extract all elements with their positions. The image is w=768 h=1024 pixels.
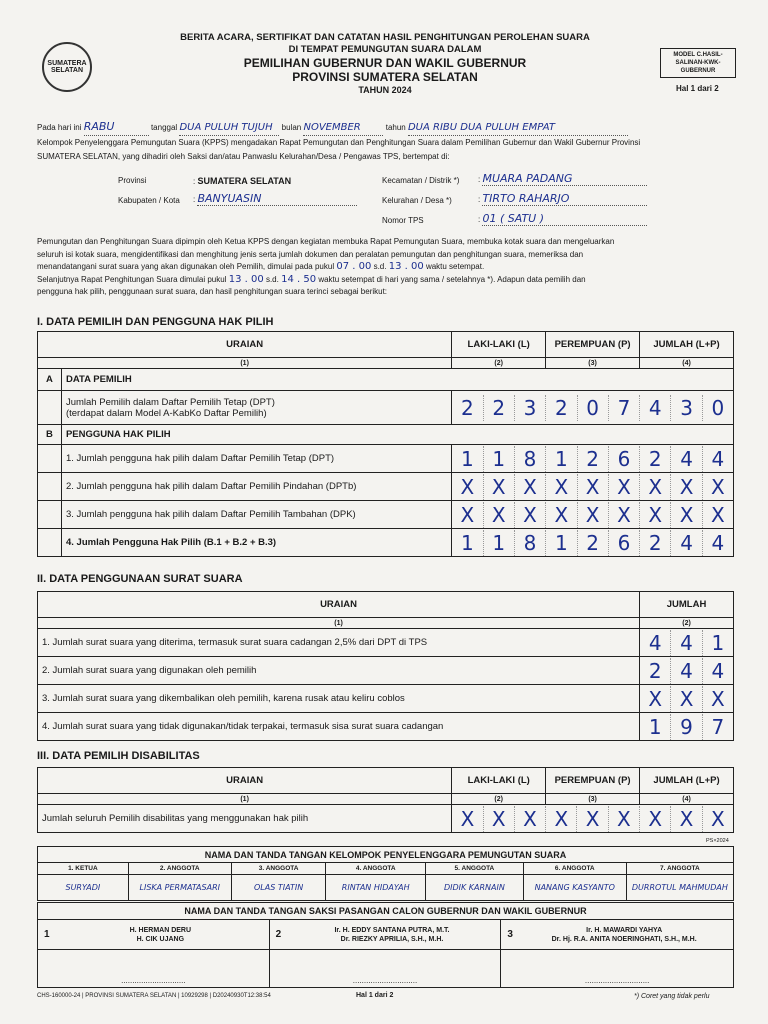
signature-line: ............................. xyxy=(38,950,270,988)
digit-cell: 2 xyxy=(640,446,671,472)
table-row: 1. Jumlah pengguna hak pilih dalam Daftar Pemilih Tetap (DPT) 1 1 8 1 2 6 2 4 4 xyxy=(38,445,734,473)
digit-cell: X xyxy=(452,474,483,500)
digit-cell: X xyxy=(546,502,577,528)
signature-line: ............................. xyxy=(501,950,734,988)
digit-cell: X xyxy=(640,806,671,832)
kelurahan-value: TIRTO RAHARJO xyxy=(482,192,647,206)
digit-cells xyxy=(452,502,733,528)
intro-line2: Kelompok Penyelenggara Pemungutan Suara (KPPS) mengadakan Rapat Pemungutan dan Penghitungan Suara dalam Pemilihan Gubernur dan Wakil Gubernur Provinsi xyxy=(37,138,641,147)
digit-cell: X xyxy=(609,474,640,500)
digit-cell: 4 xyxy=(640,395,671,421)
digit-cell: 7 xyxy=(609,395,640,421)
tanggal-value: DUA PULUH TUJUH xyxy=(179,122,273,133)
digit-cell: 1 xyxy=(546,446,577,472)
kpps-role: 7. ANGGOTA xyxy=(626,863,733,875)
digit-cells xyxy=(640,714,733,740)
table-row: 1. Jumlah surat suara yang diterima, termasuk surat suara cadangan 2,5% dari DPT di TPS 4 4 1 xyxy=(38,629,734,657)
saksi-number: 3 xyxy=(507,929,513,940)
footer-page: Hal 1 dari 2 xyxy=(356,992,394,999)
saksi-name-2: Dr. RIEZKY APRILIA, S.H., M.H. xyxy=(340,935,444,943)
digit-cell: 9 xyxy=(671,714,702,740)
saksi-name-2: Dr. Hj. R.A. ANITA NOERINGHATI, S.H., M.H. xyxy=(551,935,697,943)
digit-cell: 4 xyxy=(711,530,725,555)
digit-cell: X xyxy=(484,806,515,832)
table-row: 4. Jumlah surat suara yang tidak digunakan/tidak terpakai, termasuk sisa surat suara cadangan 1 9 7 xyxy=(38,713,734,741)
digit-cell: X xyxy=(640,502,671,528)
digit-cell: X xyxy=(671,686,702,712)
digit-cell: 0 xyxy=(578,395,609,421)
table-row: 2. Jumlah surat suara yang digunakan oleh pemilih 2 4 4 xyxy=(38,657,734,685)
kecamatan-value: MUARA PADANG xyxy=(482,172,647,186)
digit-cell: X xyxy=(640,686,671,712)
header-line4: PROVINSI SUMATERA SELATAN xyxy=(292,70,478,84)
digit-cell: X xyxy=(711,686,725,711)
digit-cell: X xyxy=(515,502,546,528)
digit-cell: 1 xyxy=(546,530,577,556)
digit-cell: 2 xyxy=(640,658,671,684)
kabupaten-value: BANYUASIN xyxy=(197,192,357,206)
intro: Pada hari ini RABU tanggal DUA PULUH TUJUH bulan NOVEMBER tahun DUA RIBU DUA PULUH EMPAT Kelompok Penyelenggara Pemungutan Suara (KPPS) mengadakan Rapat Pemungutan dan Penghitungan Suara dalam Pemilihan Gubernur dan Wakil Gubernur Provinsi SUMATERA SELATAN, yang dihadiri oleh Saksi dan/atau Panwaslu Kelurahan/Desa / Pengawas TPS, bertempat di: xyxy=(37,120,737,164)
kpps-role: 4. ANGGOTA xyxy=(326,863,426,875)
table-row: 3. Jumlah surat suara yang dikembalikan oleh pemilih, karena rusak atau keliru coblos X X X xyxy=(38,685,734,713)
kpps-name: LISKA PERMATASARI xyxy=(128,875,231,901)
digit-cell: 2 xyxy=(546,395,577,421)
saksi-name-2: H. CIK UJANG xyxy=(136,935,185,943)
header xyxy=(0,0,768,100)
hari-value: RABU xyxy=(83,120,115,133)
start1: 07 . 00 xyxy=(336,261,372,272)
ps-mark: PS×2024 xyxy=(706,838,729,844)
kpps-name: SURYADI xyxy=(38,875,129,901)
logo-text: SUMATERA SELATAN xyxy=(47,60,87,74)
digit-cell: 2 xyxy=(452,395,483,421)
header-line3: PEMILIHAN GUBERNUR DAN WAKIL GUBERNUR xyxy=(243,56,527,70)
digit-cell: X xyxy=(452,502,483,528)
saksi-name-1: Ir. H. EDDY SANTANA PUTRA, M.T. xyxy=(334,926,450,934)
digit-cell: X xyxy=(671,502,702,528)
digit-cell: X xyxy=(515,806,546,832)
end1: 13 . 00 xyxy=(388,261,424,272)
header-line1: BERITA ACARA, SERTIFIKAT DAN CATATAN HASIL PENGHITUNGAN PEROLEHAN SUARA xyxy=(180,32,590,43)
digit-cell: X xyxy=(640,474,671,500)
digit-cell: 1 xyxy=(484,446,515,472)
digit-cell: 4 xyxy=(671,446,702,472)
digit-cell: X xyxy=(452,806,483,832)
kpps-name: DURROTUL MAHMUDAH xyxy=(626,875,733,901)
footer-code: CHS-160000-24 | PROVINSI SUMATERA SELATAN | 10929298 | D20240930T12:38:54 xyxy=(37,993,271,999)
kpu-logo xyxy=(42,42,92,92)
section1-table: URAIAN LAKI-LAKI (L) PEREMPUAN (P) JUMLAH (L+P) (1) (2) (3) (4) A DATA PEMILIH Jumlah Pemilih dalam Daftar Pemilih Tetap (DPT) (terdapat dalam Model A-KabKo Daftar Pemilih) 2 2 3 2 0 7 4 3 0 B PENGGUNA HAK PILIH 1. Jumlah pengguna hak pilih dalam Daftar Pemilih Tetap (DPT) 1 1 8 1 2 6 2 4 4 2. Jumlah pengguna hak pilih dalam Daftar Pemilih Pindahan (DPTb) X X X X X X X X X 3. Jumlah pengguna hak pilih dalam Daftar Pemilih Tambahan (DPK) X X X X X X X X X 4. Jumlah Pengguna Hak Pilih (B.1 + B.2 + B.3) 1 1 8 1 2 6 2 4 4 xyxy=(37,331,734,557)
saksi-name-1: H. HERMAN DERU xyxy=(129,926,192,934)
digit-cell: X xyxy=(671,806,702,832)
signature-line: ............................. xyxy=(269,950,501,988)
digit-cell: 6 xyxy=(609,446,640,472)
digit-cell: 4 xyxy=(671,630,702,656)
digit-cell: 8 xyxy=(515,530,546,556)
body-text: Pemungutan dan Penghitungan Suara dipimpin oleh Ketua KPPS dengan kegiatan membuka Rapat Pemungutan Suara, membuka kotak suara dan mengeluarkan seluruh isi kotak suara, mengidentifikasi dan menghitung jenis serta jumlah dokumen dan peralatan pemungutan dan penghitungan suara, memeriksa dan menandatangani surat suara yang akan digunakan oleh Pemilih, dimulai pada pukul 07 . 00 s.d. 13 . 00 waktu setempat. Selanjutnya Rapat Penghitungan Suara dimulai pukul 13 . 00 s.d. 14 . 50 waktu setempat di hari yang sama / setelahnya *). Adapun data pemilih dan pengguna hak pilih, penggunaan surat suara, dan hasil penghitungan suara terinci sebagai berikut: xyxy=(37,237,615,296)
digit-cell: X xyxy=(671,474,702,500)
digit-cell: X xyxy=(515,474,546,500)
digit-cell: X xyxy=(546,474,577,500)
digit-cell: 4 xyxy=(640,630,671,656)
digit-cell: 7 xyxy=(711,714,725,739)
digit-cell: 4 xyxy=(711,446,725,471)
kpps-name: RINTAN HIDAYAH xyxy=(326,875,426,901)
digit-cell: 4 xyxy=(671,658,702,684)
saksi-cell xyxy=(38,920,270,950)
tahun-value: DUA RIBU DUA PULUH EMPAT xyxy=(407,122,555,133)
start2: 13 . 00 xyxy=(228,273,264,285)
digit-cell: X xyxy=(578,474,609,500)
digit-cell: 2 xyxy=(484,395,515,421)
end2: 14 . 50 xyxy=(281,273,317,285)
saksi-number: 1 xyxy=(44,929,50,940)
digit-cell: X xyxy=(609,502,640,528)
kpps-table: NAMA DAN TANDA TANGAN KELOMPOK PENYELENGGARA PEMUNGUTAN SUARA 1. KETUA 2. ANGGOTA 3. ANGGOTA 4. ANGGOTA 5. ANGGOTA 6. ANGGOTA 7. ANGGOTA SURYADI LISKA PERMATASARI OLAS TIATIN RINTAN HIDAYAH DIDIK KARNAIN NANANG KASYANTO DURROTUL MAHMUDAH xyxy=(37,846,734,901)
kpps-role: 5. ANGGOTA xyxy=(426,863,524,875)
digit-cell: X xyxy=(484,502,515,528)
footer-note: *) Coret yang tidak perlu xyxy=(634,993,710,1000)
section3-table: URAIAN LAKI-LAKI (L) PEREMPUAN (P) JUMLAH (L+P) (1) (2) (3) (4) Jumlah seluruh Pemilih disabilitas yang menggunakan hak pilih X X X X X X X X X xyxy=(37,767,734,833)
digit-cell: X xyxy=(546,806,577,832)
section2-title: II. DATA PENGGUNAAN SURAT SUARA xyxy=(37,573,243,585)
digit-cell: X xyxy=(609,806,640,832)
kpps-role: 3. ANGGOTA xyxy=(231,863,326,875)
header-line5: TAHUN 2024 xyxy=(358,85,412,95)
digit-cell: 4 xyxy=(671,530,702,556)
bulan-value: NOVEMBER xyxy=(303,122,361,133)
kpps-name: OLAS TIATIN xyxy=(231,875,326,901)
digit-cell: 4 xyxy=(711,658,725,683)
digit-cells xyxy=(640,630,733,656)
saksi-table: NAMA DAN TANDA TANGAN SAKSI PASANGAN CALON GUBERNUR DAN WAKIL GUBERNUR 1 H. HERMAN DERU H. CIK UJANG 2 Ir. H. EDDY SANTANA PUTRA, M.T. Dr. RIEZKY APRILIA, S.H., M.H. 3 Ir. H. MAWARDI YAHYA Dr. Hj. R.A. ANITA NOERINGHATI, S.H., M.H. ............................. ............................. ............................. xyxy=(37,902,734,988)
page-number: Hal 1 dari 2 xyxy=(676,84,719,93)
kpps-role: 1. KETUA xyxy=(38,863,129,875)
model-box: MODEL C.HASIL-SALINAN-KWK-GUBERNUR xyxy=(660,48,736,78)
digit-cell: 1 xyxy=(711,630,725,655)
section2-table: URAIAN JUMLAH (1) (2) 1. Jumlah surat suara yang diterima, termasuk surat suara cadangan 2,5% dari DPT di TPS 4 4 1 2. Jumlah surat suara yang digunakan oleh pemilih 2 4 4 3. Jumlah surat suara yang dikembalikan oleh pemilih, karena rusak atau keliru coblos X X X 4. Jumlah surat suara yang tidak digunakan/tidak terpakai, termasuk sisa surat suara cadangan 1 9 7 xyxy=(37,591,734,741)
tps-value: 01 ( SATU ) xyxy=(482,212,647,226)
provinsi-value: SUMATERA SELATAN xyxy=(197,176,292,186)
digit-cells xyxy=(640,658,733,684)
digit-cell: 1 xyxy=(452,446,483,472)
digit-cell: 8 xyxy=(515,446,546,472)
kpps-role: 6. ANGGOTA xyxy=(523,863,626,875)
saksi-number: 2 xyxy=(275,929,282,940)
saksi-name-1: Ir. H. MAWARDI YAHYA xyxy=(586,926,663,934)
kpps-role: 2. ANGGOTA xyxy=(128,863,231,875)
table-row: 2. Jumlah pengguna hak pilih dalam Daftar Pemilih Pindahan (DPTb) X X X X X X X X X xyxy=(38,473,734,501)
digit-cells xyxy=(452,446,733,472)
digit-cells xyxy=(452,806,733,832)
digit-cell: X xyxy=(710,806,725,831)
intro-line3: SUMATERA SELATAN, yang dihadiri oleh Saksi dan/atau Panwaslu Kelurahan/Desa / Pengawas TPS, bertempat di: xyxy=(37,152,450,161)
digit-cell: 2 xyxy=(640,530,671,556)
table-row: 4. Jumlah Pengguna Hak Pilih (B.1 + B.2 + B.3) 1 1 8 1 2 6 2 4 4 xyxy=(38,529,734,557)
digit-cell: X xyxy=(577,806,608,832)
digit-cell: 0 xyxy=(711,395,725,420)
dpt-digits xyxy=(452,395,733,421)
section3-title: III. DATA PEMILIH DISABILITAS xyxy=(37,750,200,762)
digit-cell: X xyxy=(484,474,515,500)
digit-cell: 3 xyxy=(515,395,546,421)
table-row: 3. Jumlah pengguna hak pilih dalam Daftar Pemilih Tambahan (DPK) X X X X X X X X X xyxy=(38,501,734,529)
digit-cells xyxy=(452,530,733,556)
digit-cell: X xyxy=(711,502,725,527)
table-row: Jumlah seluruh Pemilih disabilitas yang menggunakan hak pilih X X X X X X X X X xyxy=(38,805,734,833)
digit-cell: X xyxy=(711,474,725,499)
digit-cell: 3 xyxy=(671,395,702,421)
section1-title: I. DATA PEMILIH DAN PENGGUNA HAK PILIH xyxy=(37,316,274,328)
saksi-cell xyxy=(269,920,501,950)
digit-cell: X xyxy=(578,502,609,528)
kpps-name: NANANG KASYANTO xyxy=(523,875,626,901)
digit-cell: 2 xyxy=(578,530,609,556)
digit-cell: 1 xyxy=(640,714,671,740)
digit-cell: 6 xyxy=(609,530,640,556)
kpps-name: DIDIK KARNAIN xyxy=(426,875,524,901)
saksi-cell xyxy=(501,920,734,950)
digit-cell: 2 xyxy=(578,446,609,472)
digit-cells xyxy=(452,474,733,500)
digit-cells xyxy=(640,686,733,712)
digit-cell: 1 xyxy=(484,530,515,556)
digit-cell: 1 xyxy=(452,530,483,556)
header-line2: DI TEMPAT PEMUNGUTAN SUARA DALAM xyxy=(288,44,482,55)
